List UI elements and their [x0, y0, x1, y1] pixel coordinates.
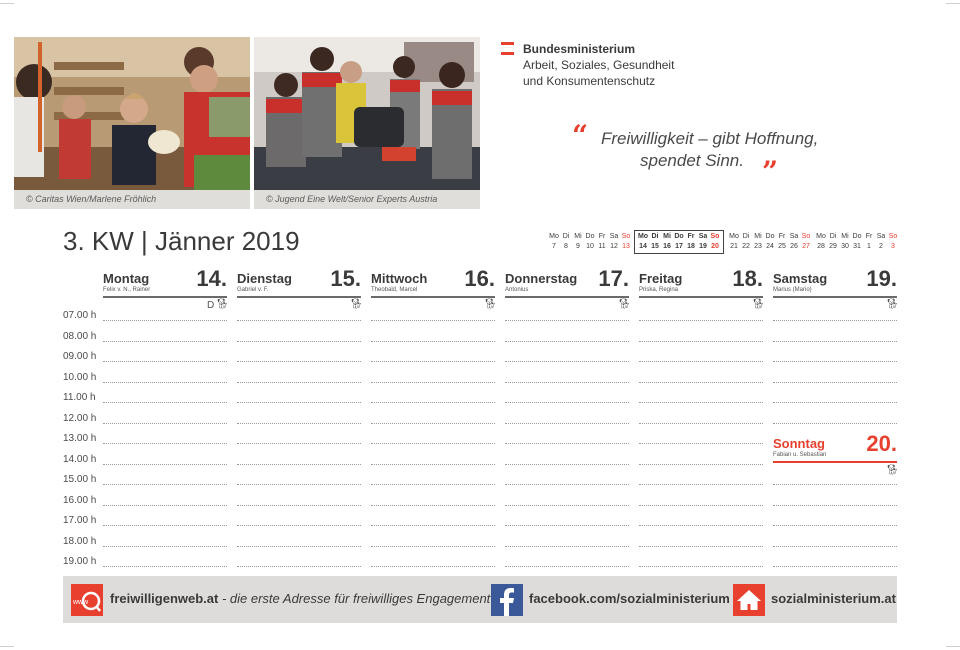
weekday-header: Do	[585, 233, 595, 240]
day-header-wednesday[interactable]	[371, 266, 495, 298]
time-slot-line[interactable]	[639, 464, 763, 465]
home-icon[interactable]	[733, 584, 765, 616]
mini-calendar-week-5	[815, 232, 899, 252]
time-slot-line[interactable]	[639, 546, 763, 547]
day-header-friday[interactable]	[639, 266, 763, 298]
time-label: 11.00 h	[63, 392, 96, 403]
weekday-header: So	[888, 233, 898, 240]
time-slot-line[interactable]	[773, 525, 897, 526]
time-slot-line[interactable]	[371, 546, 495, 547]
time-slot-line[interactable]	[371, 443, 495, 444]
weekday-header: Fr	[778, 233, 786, 240]
crop-mark	[0, 3, 14, 4]
dog-icon: 🐕︎	[618, 299, 631, 310]
time-label: 10.00 h	[63, 372, 97, 383]
weekday-header: Do	[765, 233, 775, 240]
mini-day: 17	[675, 243, 683, 250]
day-saints: Fabian u. Sebastian	[773, 452, 827, 458]
time-slot-line[interactable]	[639, 423, 763, 424]
quote-close-mark: ”	[762, 155, 779, 188]
week-title: 3. KW | Jänner 2019	[63, 226, 300, 256]
freiwilligenweb-url[interactable]: freiwilligenweb.at	[110, 591, 219, 606]
mini-day: 7	[552, 243, 556, 250]
day-number: 18.	[732, 266, 763, 291]
time-slot-line[interactable]	[371, 402, 495, 403]
weekday-header: Mi	[663, 233, 671, 240]
photo-caption: © Caritas Wien/Marlene Fröhlich	[14, 190, 250, 209]
time-slot-line[interactable]	[773, 484, 897, 485]
time-label: 19.00 h	[63, 556, 97, 567]
day-header-thursday[interactable]	[505, 266, 629, 298]
crop-mark	[946, 3, 960, 4]
workshop-photo-image	[254, 37, 480, 190]
holiday-marker: D	[207, 300, 215, 311]
weekday-header: Mi	[754, 233, 762, 240]
weekday-header: Mi	[574, 233, 582, 240]
ministry-name: Bundesministerium	[523, 42, 636, 56]
mini-calendar-week-4	[728, 232, 812, 252]
day-saints: Theobald, Marcel	[371, 287, 418, 293]
freiwilligenweb-logo-icon[interactable]	[71, 584, 103, 616]
mini-day: 29	[829, 243, 837, 250]
time-slot-line[interactable]	[505, 566, 629, 567]
freiwilligenweb-tagline: - die erste Adresse für freiwilliges Engagement	[218, 591, 491, 606]
mini-day: 14	[639, 243, 647, 250]
time-slot-line[interactable]	[773, 320, 897, 321]
weekday-header: So	[710, 233, 720, 240]
time-slot-line[interactable]	[371, 525, 495, 526]
mini-day: 9	[576, 243, 580, 250]
dog-icon: 🐕︎	[886, 465, 899, 476]
time-slot-line[interactable]	[237, 423, 361, 424]
time-slot-line[interactable]	[505, 320, 629, 321]
mini-day: 8	[564, 243, 568, 250]
time-slot-line[interactable]	[103, 320, 227, 321]
dog-icon: 🐕︎	[886, 299, 899, 310]
time-slot-line[interactable]	[505, 382, 629, 383]
mini-day: 24	[766, 243, 774, 250]
weekday-header: Sa	[876, 233, 886, 240]
time-label: 08.00 h	[63, 331, 97, 342]
time-slot-line[interactable]	[371, 320, 495, 321]
weekday-header: Do	[852, 233, 862, 240]
day-name: Montag	[103, 271, 150, 286]
time-slot-line[interactable]	[639, 566, 763, 567]
facebook-icon[interactable]	[491, 584, 523, 616]
time-slot-line[interactable]	[505, 341, 629, 342]
day-name: Sonntag	[773, 436, 825, 451]
quote-line-1: Freiwilligkeit – gibt Hoffnung,	[601, 129, 819, 148]
day-saints: Priska, Regina	[639, 287, 679, 293]
day-name: Samstag	[773, 271, 828, 286]
time-slot-line[interactable]	[237, 505, 361, 506]
mini-day: 16	[663, 243, 671, 250]
weekday-header: Mo	[637, 233, 649, 240]
www-label: www	[73, 599, 89, 606]
mini-calendar-week-2	[548, 232, 632, 252]
weekday-header: Di	[562, 233, 570, 240]
time-slot-line[interactable]	[505, 525, 629, 526]
day-number: 17.	[598, 266, 629, 291]
time-slot-line[interactable]	[773, 505, 897, 506]
freiwilligenweb-link[interactable]	[110, 591, 490, 606]
kitchen-photo-image	[14, 37, 250, 190]
weekday-header: Sa	[789, 233, 799, 240]
day-number: 19.	[866, 266, 897, 291]
time-slot-line[interactable]	[371, 423, 495, 424]
weekday-header: Mo	[549, 233, 559, 240]
time-label: 15.00 h	[63, 474, 97, 485]
weekday-header: Fr	[865, 233, 873, 240]
time-slot-line[interactable]	[237, 320, 361, 321]
day-header-monday[interactable]	[103, 266, 227, 298]
time-slot-line[interactable]	[103, 443, 227, 444]
time-slot-line[interactable]	[639, 402, 763, 403]
time-slot-line[interactable]	[505, 464, 629, 465]
dog-icon: 🐕︎	[216, 299, 229, 310]
weekday-header: Mi	[841, 233, 849, 240]
photo-workshop	[254, 37, 480, 209]
mini-day: 22	[742, 243, 750, 250]
day-name: Donnerstag	[505, 271, 578, 286]
time-label: 07.00 h	[63, 310, 97, 321]
time-slot-line[interactable]	[505, 484, 629, 485]
weekday-header: Sa	[698, 233, 708, 240]
day-header-tuesday[interactable]	[237, 266, 361, 298]
time-slot-line[interactable]	[103, 566, 227, 567]
mini-day: 13	[622, 243, 630, 250]
time-slot-line[interactable]	[103, 361, 227, 362]
time-slot-line[interactable]	[237, 484, 361, 485]
time-slot-line[interactable]	[371, 566, 495, 567]
weekday-header: So	[801, 233, 811, 240]
mini-day: 26	[790, 243, 798, 250]
day-number: 16.	[464, 266, 495, 291]
time-label: 16.00 h	[63, 495, 97, 506]
mini-day: 19	[699, 243, 707, 250]
time-label: 18.00 h	[63, 536, 97, 547]
weekday-header: Mo	[816, 233, 826, 240]
mini-day: 23	[754, 243, 762, 250]
day-name: Freitag	[639, 271, 683, 286]
day-header-sunday[interactable]	[773, 431, 897, 463]
time-slot-line[interactable]	[371, 341, 495, 342]
weekday-header: Fr	[598, 233, 606, 240]
day-header-saturday[interactable]	[773, 266, 897, 298]
day-saints: Felix v. N., Rainer	[103, 287, 151, 293]
austria-flag-icon	[501, 42, 514, 57]
mini-day: 3	[891, 243, 895, 250]
day-number: 14.	[196, 266, 227, 291]
time-slot-line[interactable]	[371, 382, 495, 383]
time-slot-line[interactable]	[237, 525, 361, 526]
mini-day: 15	[651, 243, 659, 250]
weekday-header: Sa	[609, 233, 619, 240]
time-label: 09.00 h	[63, 351, 97, 362]
ministry-line: und Konsumentenschutz	[523, 74, 656, 88]
weekday-header: Di	[651, 233, 659, 240]
time-slot-line[interactable]	[773, 546, 897, 547]
time-slot-line[interactable]	[103, 525, 227, 526]
mini-day: 27	[802, 243, 810, 250]
time-slot-line[interactable]	[103, 484, 227, 485]
time-slot-line[interactable]	[237, 402, 361, 403]
time-slot-line[interactable]	[103, 546, 227, 547]
ministry-line: Arbeit, Soziales, Gesundheit	[523, 58, 675, 72]
mini-calendar-week-3	[634, 230, 724, 254]
quote-line-2: spendet Sinn.	[640, 151, 744, 170]
day-number: 20.	[866, 431, 897, 456]
day-name: Mittwoch	[371, 271, 428, 286]
mini-day: 20	[711, 243, 719, 250]
time-label: 12.00 h	[63, 413, 97, 424]
time-slot-line[interactable]	[103, 423, 227, 424]
dog-icon: 🐕︎	[350, 299, 363, 310]
time-slot-line[interactable]	[639, 484, 763, 485]
time-slot-line[interactable]	[103, 382, 227, 383]
dog-icon: 🐕︎	[752, 299, 765, 310]
time-slot-line[interactable]	[237, 566, 361, 567]
weekday-header: Fr	[687, 233, 695, 240]
time-slot-line[interactable]	[505, 361, 629, 362]
weekday-header: So	[621, 233, 631, 240]
mini-day: 18	[687, 243, 695, 250]
time-slot-line[interactable]	[237, 361, 361, 362]
time-slot-line[interactable]	[103, 505, 227, 506]
mini-day: 28	[817, 243, 825, 250]
facebook-link[interactable]: facebook.com/sozialministerium	[529, 591, 730, 606]
time-slot-line[interactable]	[371, 505, 495, 506]
time-slot-line[interactable]	[773, 423, 897, 424]
mini-day: 25	[778, 243, 786, 250]
weekday-header: Di	[742, 233, 750, 240]
time-slot-line[interactable]	[505, 423, 629, 424]
time-slot-line[interactable]	[773, 382, 897, 383]
time-slot-line[interactable]	[371, 361, 495, 362]
photo-caption: © Jugend Eine Welt/Senior Experts Austria	[254, 190, 480, 209]
time-slot-line[interactable]	[103, 402, 227, 403]
mini-day: 1	[867, 243, 871, 250]
crop-mark	[0, 646, 14, 647]
time-slot-line[interactable]	[237, 341, 361, 342]
mini-day: 21	[730, 243, 738, 250]
time-slot-line[interactable]	[639, 320, 763, 321]
time-slot-line[interactable]	[371, 484, 495, 485]
quote-open-mark: “	[572, 119, 589, 152]
day-number: 15.	[330, 266, 361, 291]
mini-day: 30	[841, 243, 849, 250]
mini-day: 11	[598, 243, 606, 250]
time-slot-line[interactable]	[371, 464, 495, 465]
time-slot-line[interactable]	[237, 382, 361, 383]
time-slot-line[interactable]	[639, 361, 763, 362]
mini-day: 2	[879, 243, 883, 250]
mini-day: 10	[586, 243, 594, 250]
time-slot-line[interactable]	[773, 341, 897, 342]
crop-mark	[946, 646, 960, 647]
time-slot-line[interactable]	[103, 464, 227, 465]
photo-kitchen	[14, 37, 250, 209]
time-slot-line[interactable]	[505, 443, 629, 444]
weekday-header: Di	[829, 233, 837, 240]
time-label: 17.00 h	[63, 515, 97, 526]
day-name: Dienstag	[237, 271, 292, 286]
time-slot-line[interactable]	[639, 443, 763, 444]
day-saints: Antonius	[505, 287, 529, 293]
day-saints: Marius (Mario)	[773, 287, 812, 293]
time-slot-line[interactable]	[773, 361, 897, 362]
time-slot-line[interactable]	[639, 382, 763, 383]
day-saints: Gabriel v. F.	[237, 287, 269, 293]
weekday-header: Do	[674, 233, 684, 240]
time-slot-line[interactable]	[639, 505, 763, 506]
weekday-header: Mo	[729, 233, 739, 240]
time-slot-line[interactable]	[639, 525, 763, 526]
time-slot-line[interactable]	[505, 505, 629, 506]
time-slot-line[interactable]	[639, 341, 763, 342]
time-slot-line[interactable]	[237, 546, 361, 547]
time-slot-line[interactable]	[773, 402, 897, 403]
time-slot-line[interactable]	[505, 402, 629, 403]
mini-day: 12	[610, 243, 618, 250]
time-slot-line[interactable]	[773, 566, 897, 567]
mini-day: 31	[853, 243, 861, 250]
dog-icon: 🐕︎	[484, 299, 497, 310]
time-label: 13.00 h	[63, 433, 97, 444]
time-slot-line[interactable]	[237, 443, 361, 444]
sozialministerium-link[interactable]: sozialministerium.at	[771, 591, 896, 606]
time-slot-line[interactable]	[103, 341, 227, 342]
time-slot-line[interactable]	[237, 464, 361, 465]
time-slot-line[interactable]	[505, 546, 629, 547]
time-label: 14.00 h	[63, 454, 97, 465]
